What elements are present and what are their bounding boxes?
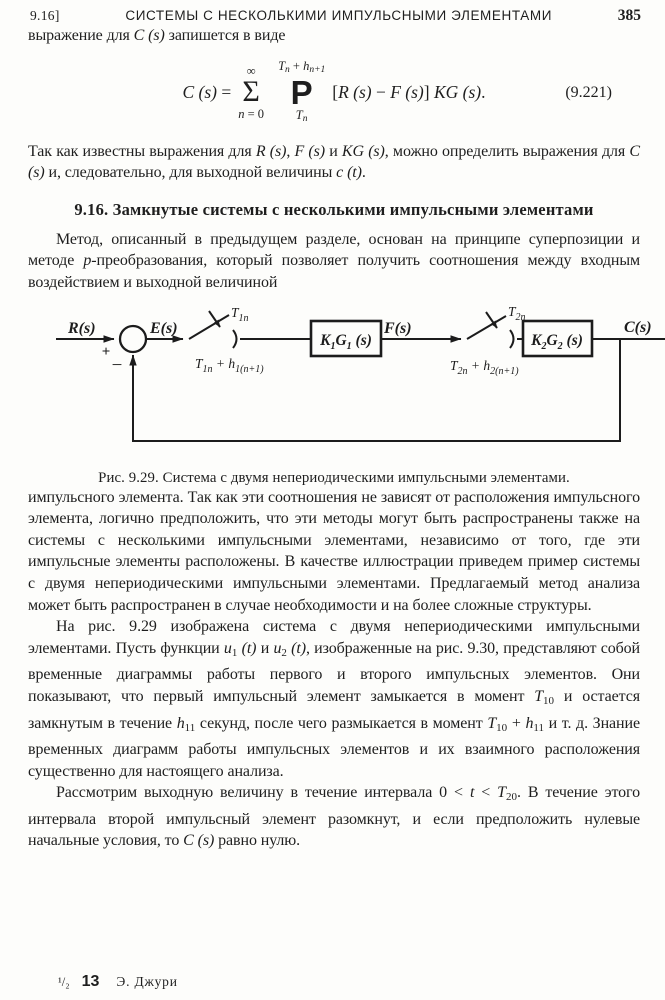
equation-lhs: C (s) = (182, 82, 232, 103)
block1-label: $K_1G_1$ (s) (320, 331, 372, 352)
figure-caption: Рис. 9.29. Система с двумя непериодическими импульсными элементами. (98, 469, 570, 486)
paragraph-output-interval: Рассмотрим выходную величину в течение интервала 0 < t < T20. В течение этого интервала второй импульсный элемент разомкнут, и если предположить нулевые начальные условия, то C (s) равно нулю. (28, 784, 641, 850)
sampler2-time-label: $T_{2n}$ (508, 303, 526, 323)
paragraph-pulse-element: импульсного элемента. Так как эти соотношения не зависят от расположения импульсного элемента, логично предположить, что эти методы могут быть распространены также на системы с несколькими импульсными элементами, независимо от того, где эти импульсные элементы расположены. В качестве иллюстрации приведем пример системы с двумя непериодическими импульсными элементами. Предлагаемый метод анализа может быть распространен в случае необходимости и на более сложные структуры. (28, 488, 640, 614)
summing-junction (120, 326, 146, 352)
running-header (0, 0, 665, 25)
sampler2-interval-label: $T_{2n} + h_{2(n+1)}$ (450, 357, 519, 377)
sampler2-contact (510, 330, 514, 348)
paragraph-known-expressions: Так как известны выражения для R (s), F (s) и KG (s), можно определить выражения для C (s) и, следовательно, для выходной величины c (t). (28, 142, 640, 182)
sampler1-contact (233, 330, 237, 348)
sampler1-arm (189, 315, 229, 339)
block2-label: $K_2G_2$ (s) (531, 331, 583, 352)
input-signal-label: R(s) (68, 319, 96, 337)
block-diagram (28, 304, 665, 459)
sum-lower-limit: n = 0 (238, 106, 265, 121)
section-heading: 9.16. Замкнутые системы с несколькими импульсными элементами (74, 199, 594, 219)
page-body (0, 25, 665, 852)
plus-sign: + (101, 343, 111, 360)
minus-sign: − (111, 354, 123, 376)
page-number: 385 (617, 7, 641, 24)
paragraph-intro: выражение для C (s) запишется в виде (28, 27, 286, 44)
p-transform-operator (278, 60, 325, 124)
paragraph-method: Метод, описанный в предыдущем разделе, основан на принципе суперпозиции и методе p-преобразования, который позволяет получить соотношения между входным воздействием и выходной величиной (28, 230, 640, 291)
p-upper-limit: Tn + hn+1 (278, 59, 326, 76)
mid-signal-label: F(s) (384, 319, 412, 337)
output-signal-label: C(s) (624, 318, 652, 336)
sum-upper-limit: ∞ (246, 63, 256, 78)
diagram-labels (67, 304, 652, 377)
running-header-title: СИСТЕМЫ С НЕСКОЛЬКИМИ ИМПУЛЬСНЫМИ ЭЛЕМЕНТАМИ (125, 8, 552, 23)
p-lower-limit: Tn (295, 108, 308, 125)
sampler1-interval-label: $T_{1n} + h_{1(n+1)}$ (195, 355, 264, 375)
equation-number: (9.221) (565, 83, 612, 101)
paragraph-figure-description: На рис. 9.29 изображена система с двумя непериодическими импульсными элементами. Пусть функции u1 (t) и u2 (t), изображенные на рис. 9.30, представляют собой временные диаграммы работы первого и второго импульсных элементов. Они показывают, что первый импульсный элемент замыкается в момент T10 и остается замкнутым в течение h11 секунд, после чего размыкается в момент T10 + h11 и т. д. Знание временных диаграмм работы импульсных элементов и их взаимного расположения существенно для настоящего анализа. (28, 618, 641, 780)
error-signal-label: E(s) (150, 319, 178, 337)
equation-rhs: [R (s) − F (s)] KG (s). (332, 82, 486, 103)
printers-signature-mark: ¹/₂ 13 Э. Джури (58, 973, 178, 990)
summation-operator (238, 65, 264, 121)
diagram-lines (56, 311, 665, 441)
running-header-section: 9.16] (30, 8, 60, 23)
equation-9-221 (28, 55, 640, 131)
sigma-symbol: Σ (242, 75, 260, 109)
sampler1-time-label: $T_{1n}$ (231, 304, 249, 324)
figure-9-29 (28, 303, 652, 487)
feedback-line (133, 339, 620, 441)
sampler2-arm (467, 316, 506, 339)
p-symbol: P (290, 73, 313, 111)
